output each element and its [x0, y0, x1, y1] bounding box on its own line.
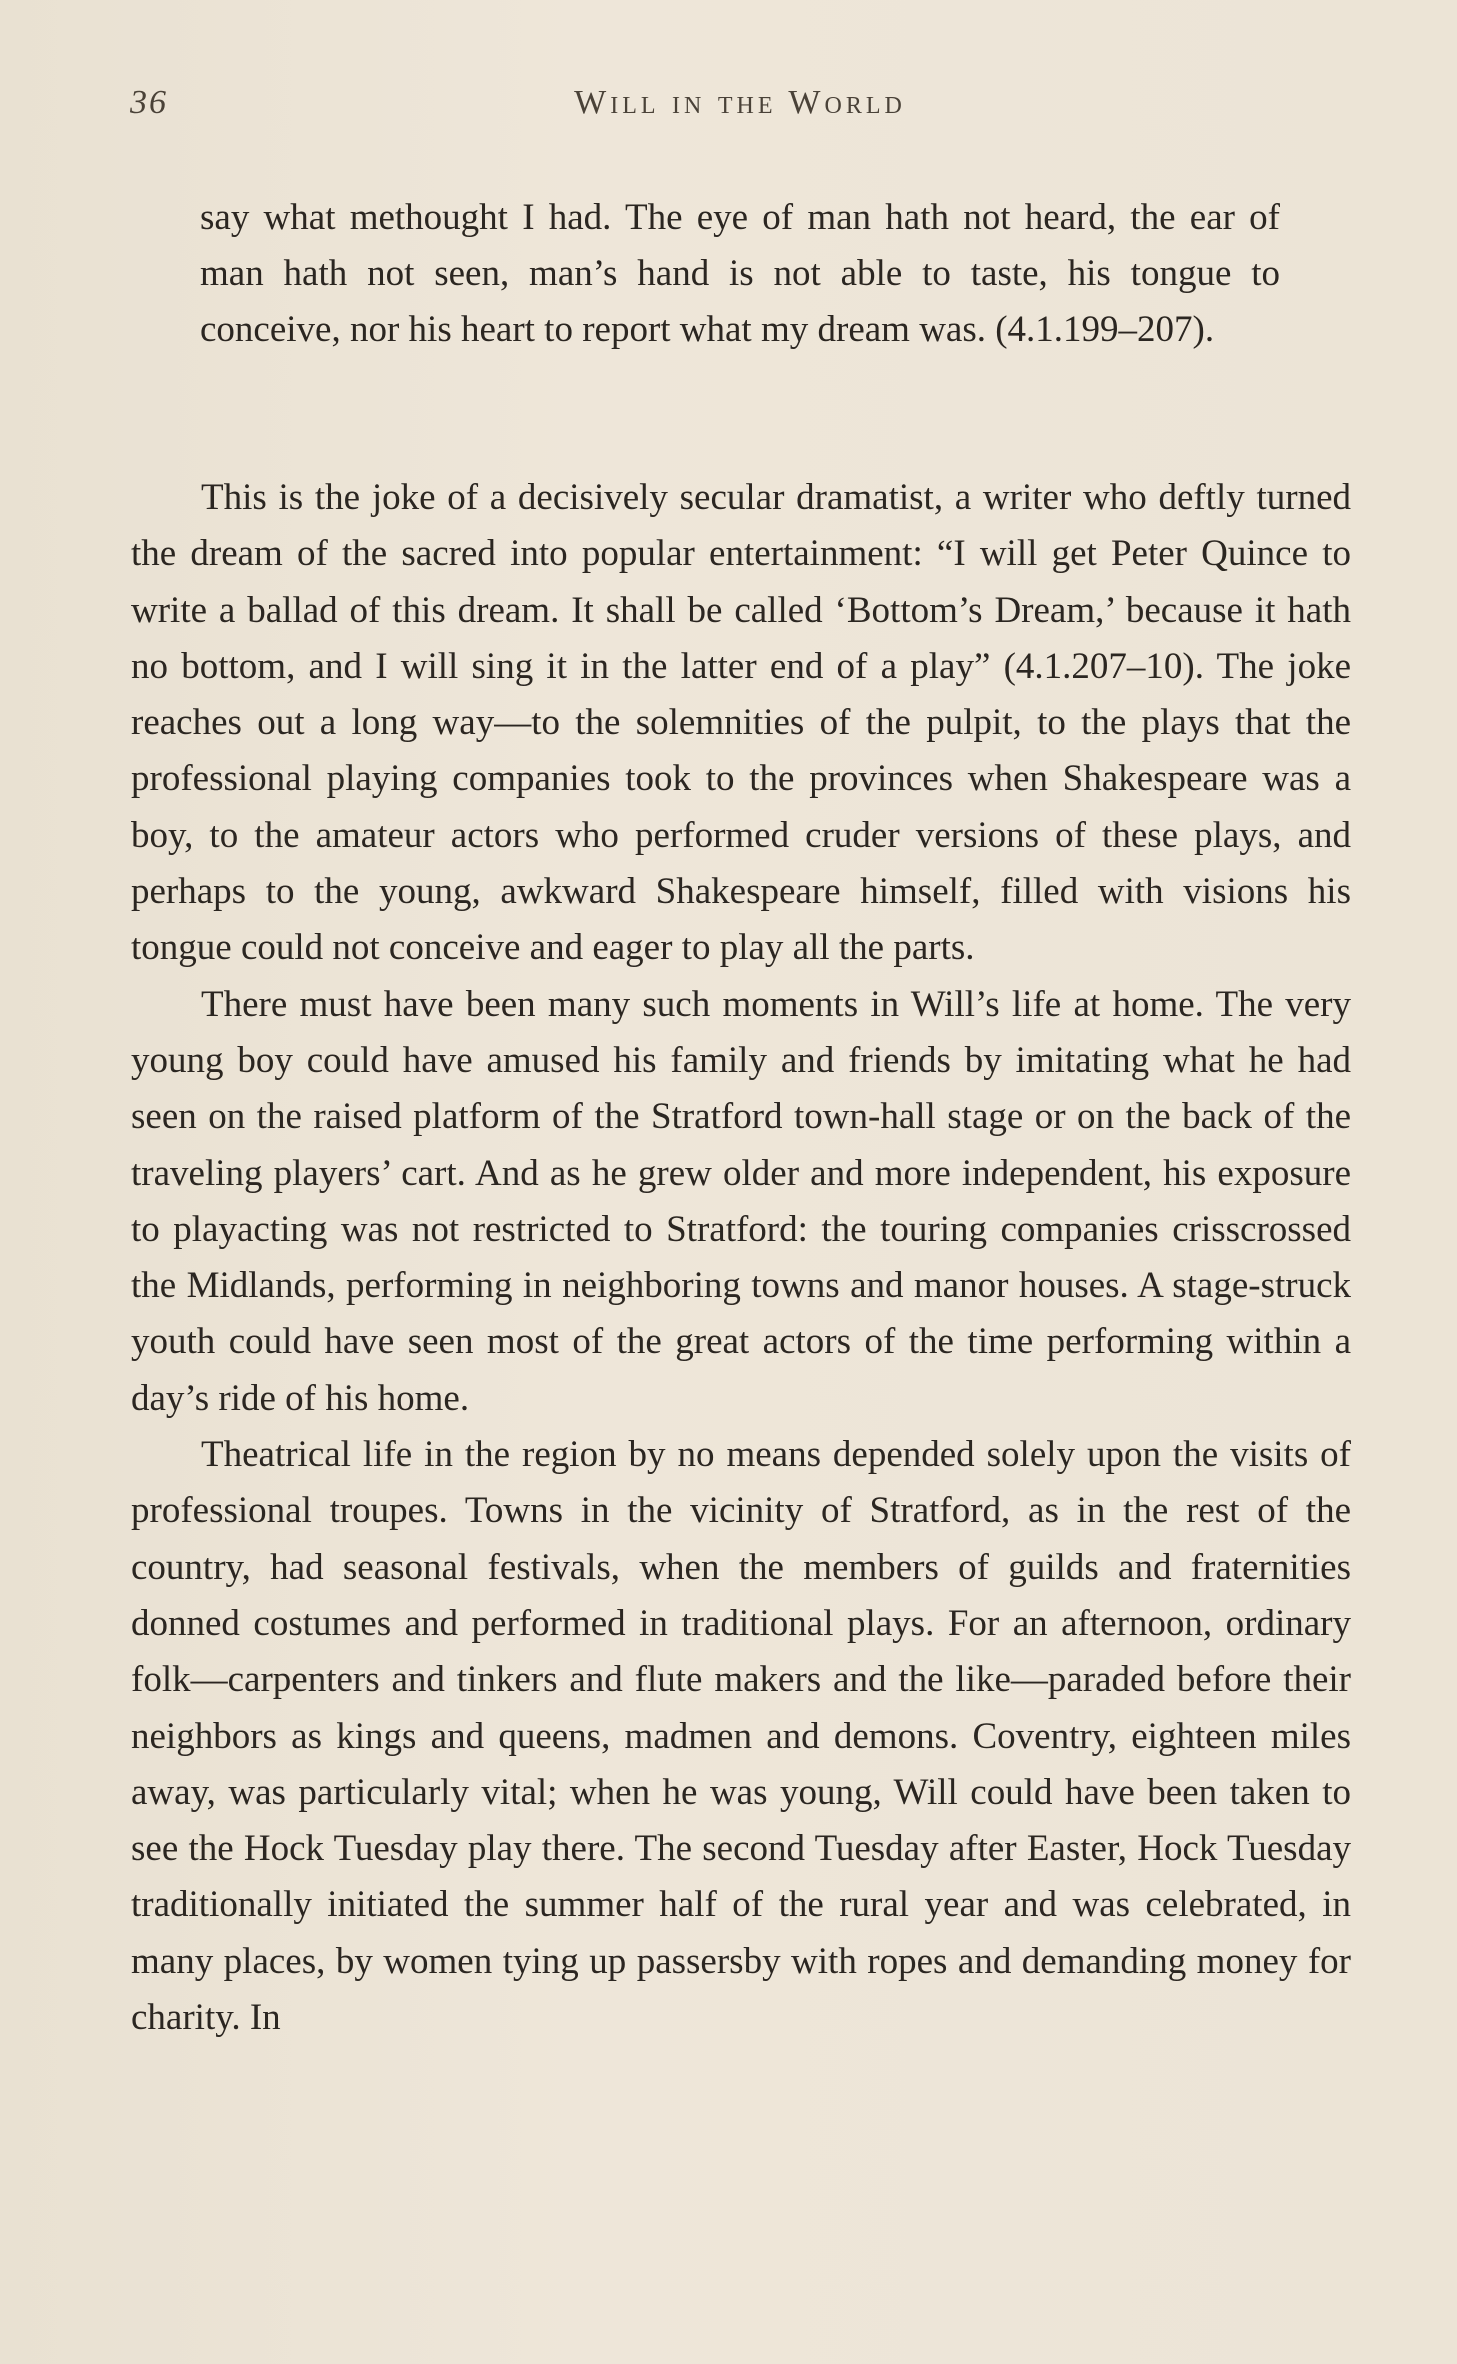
page-number: 36 — [130, 84, 168, 121]
paragraph-3: Theatrical life in the region by no means depended solely upon the visits of professional troupes. Towns in the vicinity of Stratford, as in the rest of the country, had seasonal festivals, when the members of guilds and fraternities donned costumes and performed in traditional plays. For an afternoon, ordinary folk—carpenters and tinkers and flute makers and the like—paraded before their neighbors as kings and queens, madmen and demons. Coventry, eighteen miles away, was particularly vital; when he was young, Will could have been taken to see the Hock Tuesday play there. The second Tuesday after Easter, Hock Tuesday traditionally initiated the summer half of the rural year and was celebrated, in many places, by women tying up passersby with ropes and demanding money for charity. In — [131, 1434, 1351, 2039]
body-text — [131, 470, 1351, 2046]
page-header — [130, 84, 1350, 134]
paragraph-1: This is the joke of a decisively secular dramatist, a writer who deftly turned the dream of the sacred into popular entertainment: “I will get Peter Quince to write a ballad of this dream. It shall be called ‘Bottom’s Dream,’ because it hath no bottom, and I will sing it in the latter end of a play” (4.1.207–10). The joke reaches out a long way—to the solemnities of the pulpit, to the plays that the professional playing companies took to the provinces when Shakespeare was a boy, to the amateur actors who performed cruder versions of these plays, and perhaps to the young, awkward Shakespeare himself, filled with visions his tongue could not conceive and eager to play all the parts. — [131, 477, 1351, 969]
block-quote: say what methought I had. The eye of man hath not heard, the ear of man hath not seen, man’s hand is not able to taste, his tongue to conceive, nor his heart to report what my dream was. (4.1.199–207). — [200, 197, 1280, 350]
running-head: Will in the World — [574, 84, 906, 121]
paragraph-2: There must have been many such moments in Will’s life at home. The very young boy could have amused his family and friends by imitating what he had seen on the raised platform of the Stratford town-hall stage or on the back of the traveling players’ cart. And as he grew older and more independent, his exposure to playacting was not restricted to Stratford: the touring companies crisscrossed the Midlands, performing in neighboring towns and manor houses. A stage-struck youth could have seen most of the great actors of the time performing within a day’s ride of his home. — [131, 983, 1351, 1419]
